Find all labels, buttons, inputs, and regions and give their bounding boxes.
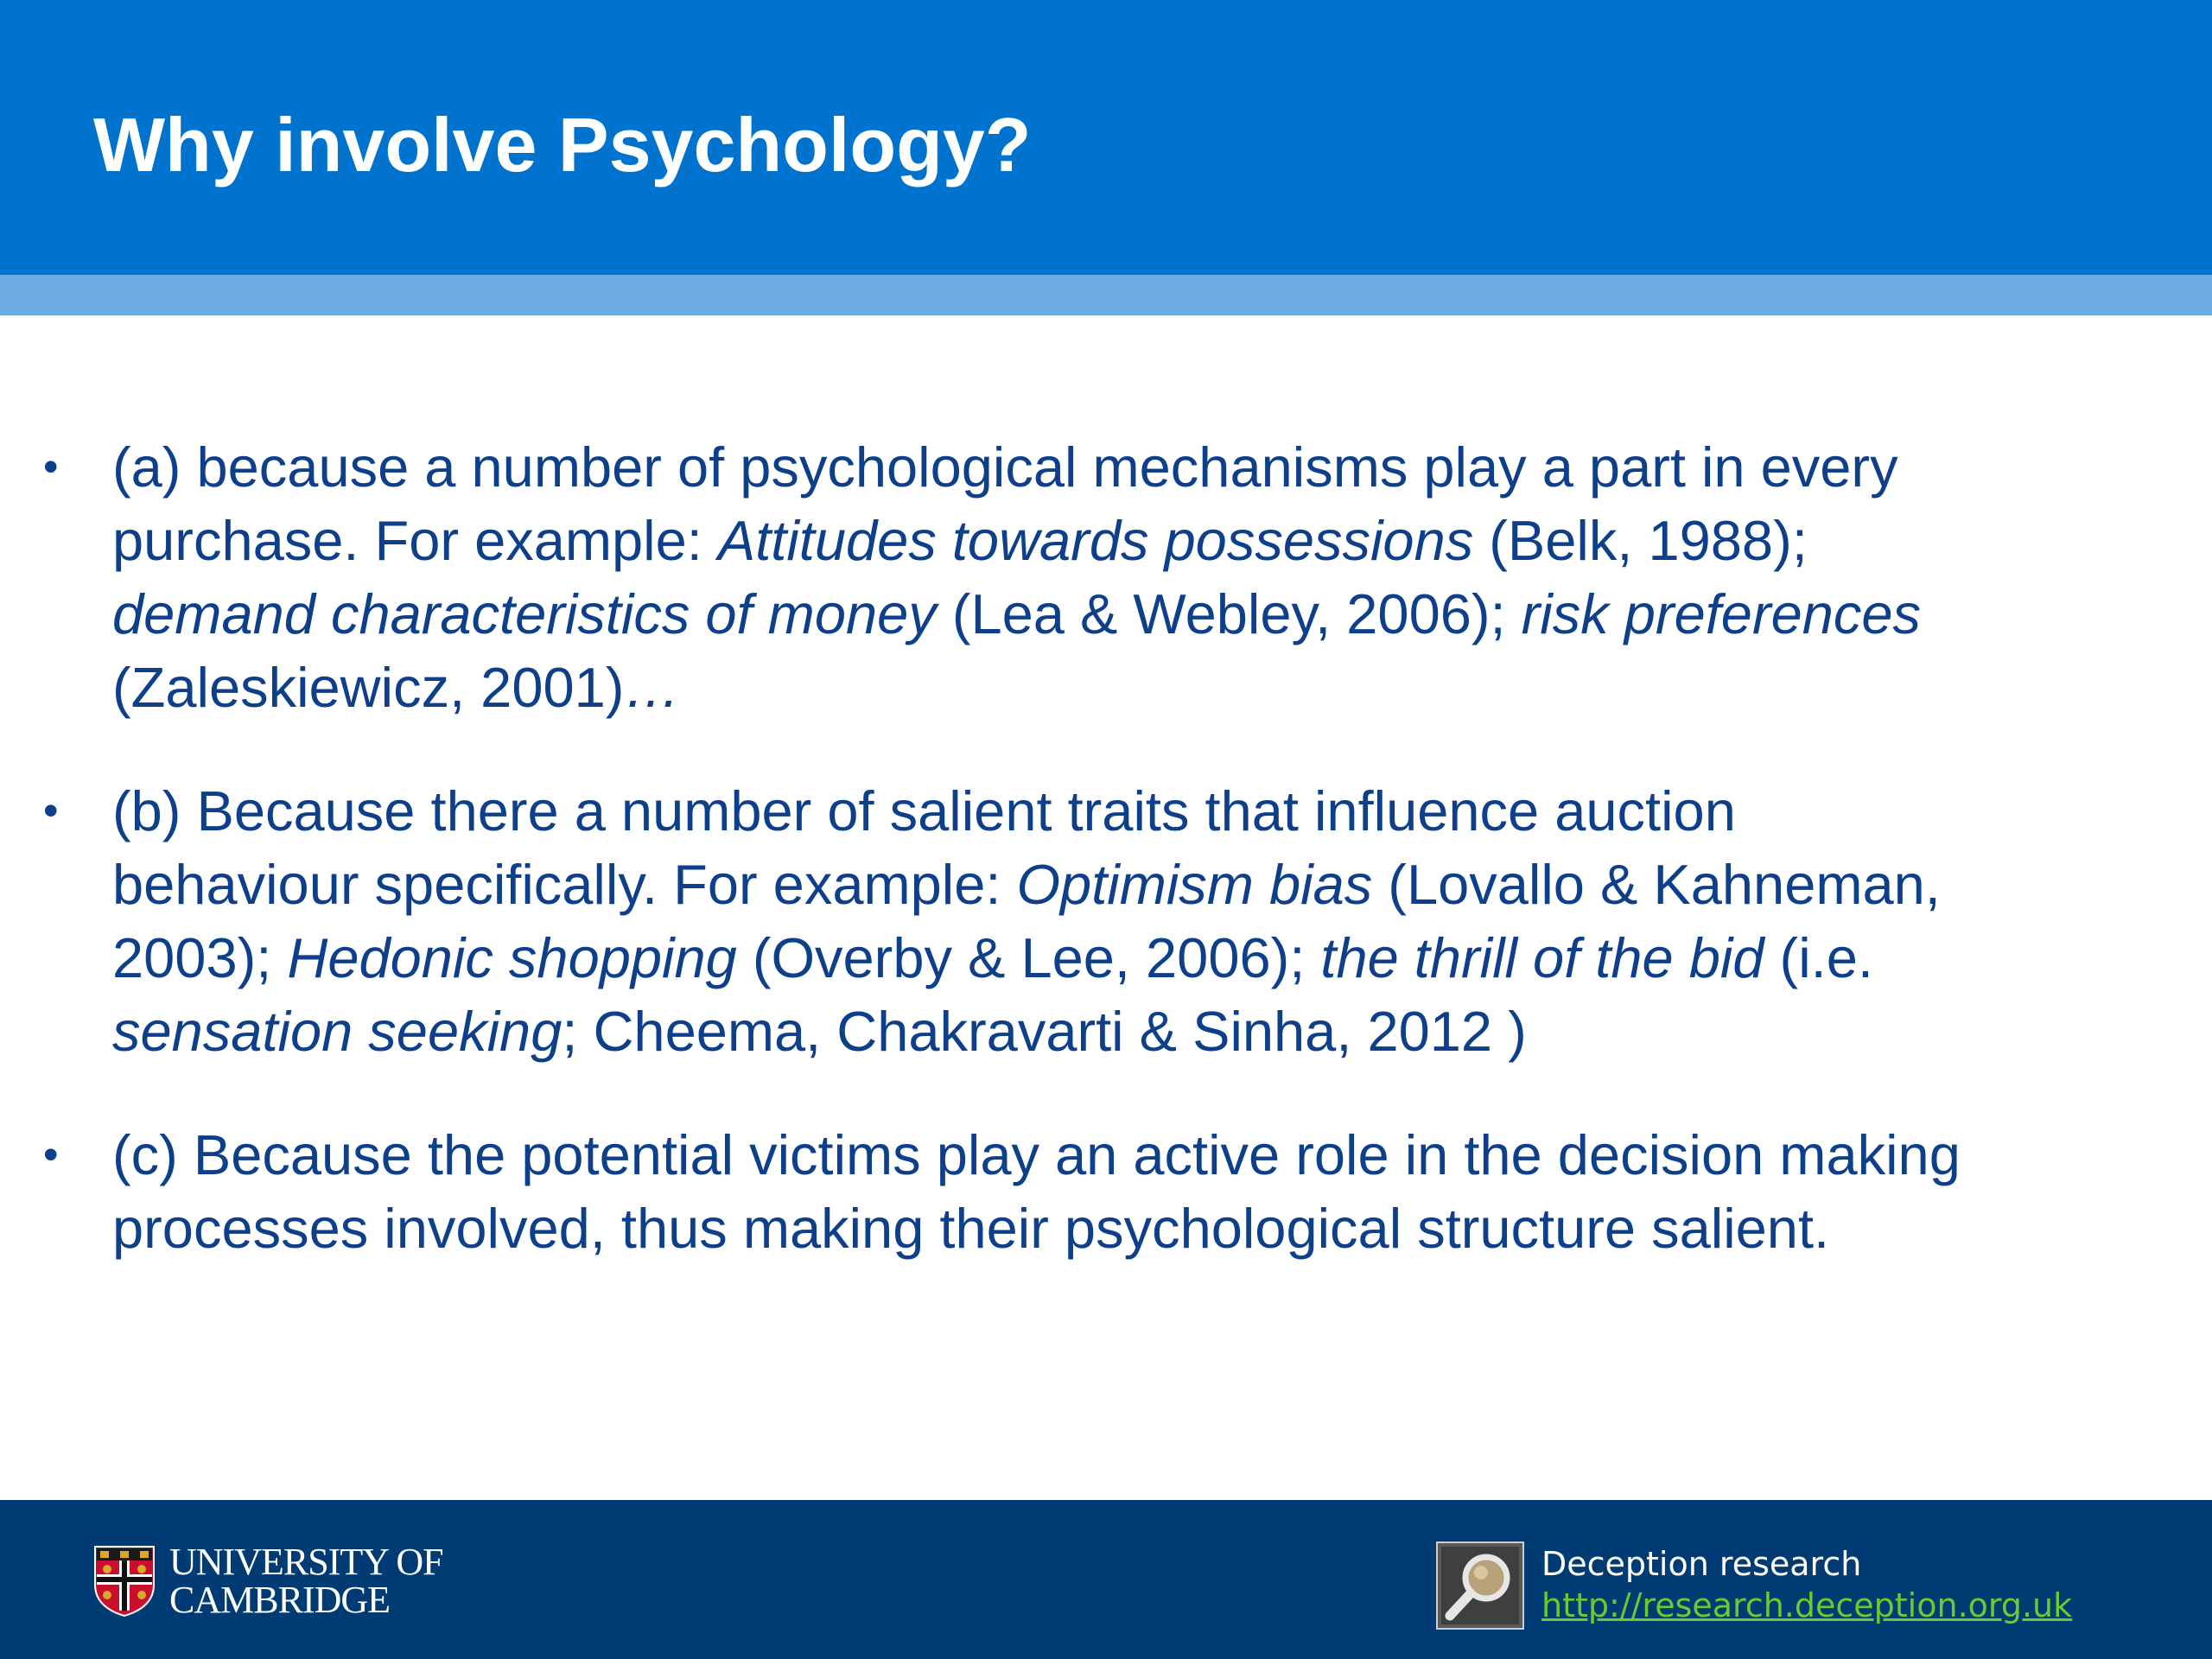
- italic-term: Attitudes towards possessions: [717, 509, 1474, 572]
- bullet-line-text: (Zaleskiewicz, 2001): [112, 656, 625, 719]
- deception-research-block: [1541, 1543, 2072, 1626]
- bullet-line-text: (Overby & Lee, 2006);: [736, 926, 1321, 989]
- magnifying-glass-icon: [1436, 1541, 1524, 1630]
- bullet-line: [112, 430, 2160, 504]
- bullet-item: [0, 1118, 2160, 1265]
- bullet-marker: •: [43, 1130, 59, 1179]
- bullet-line-text: (c) Because the potential victims play an active role in the decision making: [112, 1123, 1961, 1186]
- bullet-line-text: (Lovallo & Kahneman,: [1372, 853, 1941, 916]
- bullet-line: [112, 848, 2160, 921]
- italic-term: the thrill of the bid: [1320, 926, 1764, 989]
- footer-bar: [0, 1500, 2212, 1659]
- bullet-line: [112, 577, 2160, 651]
- bullet-line: [112, 504, 2160, 577]
- deception-research-link[interactable]: http://research.deception.org.uk: [1541, 1586, 2073, 1624]
- bullet-item: [0, 430, 2160, 724]
- slide-title: Why involve Psychology?: [93, 102, 1032, 188]
- bullet-line-text: (b) Because there a number of salient traits that influence auction: [112, 779, 1736, 842]
- bullet-line: [112, 1118, 2160, 1192]
- bullet-item: [0, 774, 2160, 1068]
- bullet-line-text: (a) because a number of psychological mechanisms play a part in every: [112, 435, 1898, 499]
- italic-term: demand characteristics of money: [112, 582, 937, 645]
- bullet-line-text: behaviour specifically. For example:: [112, 853, 1017, 916]
- bullet-line: [112, 651, 2160, 724]
- deception-research-title: Deception research: [1541, 1545, 1862, 1583]
- university-logo: [93, 1543, 443, 1619]
- bullet-marker: •: [43, 442, 59, 491]
- university-wordmark-line1: UNIVERSITY OF: [169, 1541, 443, 1583]
- bullet-line-text: ; Cheema, Chakravarti & Sinha, 2012 ): [562, 1000, 1527, 1063]
- bullet-text: [112, 430, 2160, 724]
- italic-term: Optimism bias: [1016, 853, 1373, 916]
- bullet-line: [112, 1192, 2160, 1265]
- bullet-line-text: purchase. For example:: [112, 509, 718, 572]
- bullet-line-text: (i.e.: [1764, 926, 1873, 989]
- italic-term: Hedonic shopping: [287, 926, 737, 989]
- title-banner-stripe: [0, 275, 2212, 315]
- bullet-line-text: (Belk, 1988);: [1473, 509, 1808, 572]
- bullet-list: [0, 430, 2212, 1315]
- italic-term: sensation seeking: [112, 1000, 563, 1063]
- bullet-line-text: 2003);: [112, 926, 288, 989]
- bullet-line: [112, 995, 2160, 1068]
- bullet-marker: •: [43, 786, 59, 835]
- university-wordmark-line2: CAMBRIDGE: [169, 1579, 391, 1621]
- italic-term: risk preferences: [1521, 582, 1922, 645]
- bullet-line-text: (Lea & Webley, 2006);: [936, 582, 1522, 645]
- university-crest-icon: [93, 1545, 156, 1618]
- bullet-line: [112, 921, 2160, 995]
- bullet-line: [112, 774, 2160, 848]
- university-wordmark: [169, 1543, 443, 1619]
- bullet-text: [112, 1118, 2160, 1265]
- bullet-line-text: processes involved, thus making their psychological structure salient.: [112, 1197, 1830, 1260]
- bullet-text: [112, 774, 2160, 1068]
- italic-term: …: [624, 656, 681, 719]
